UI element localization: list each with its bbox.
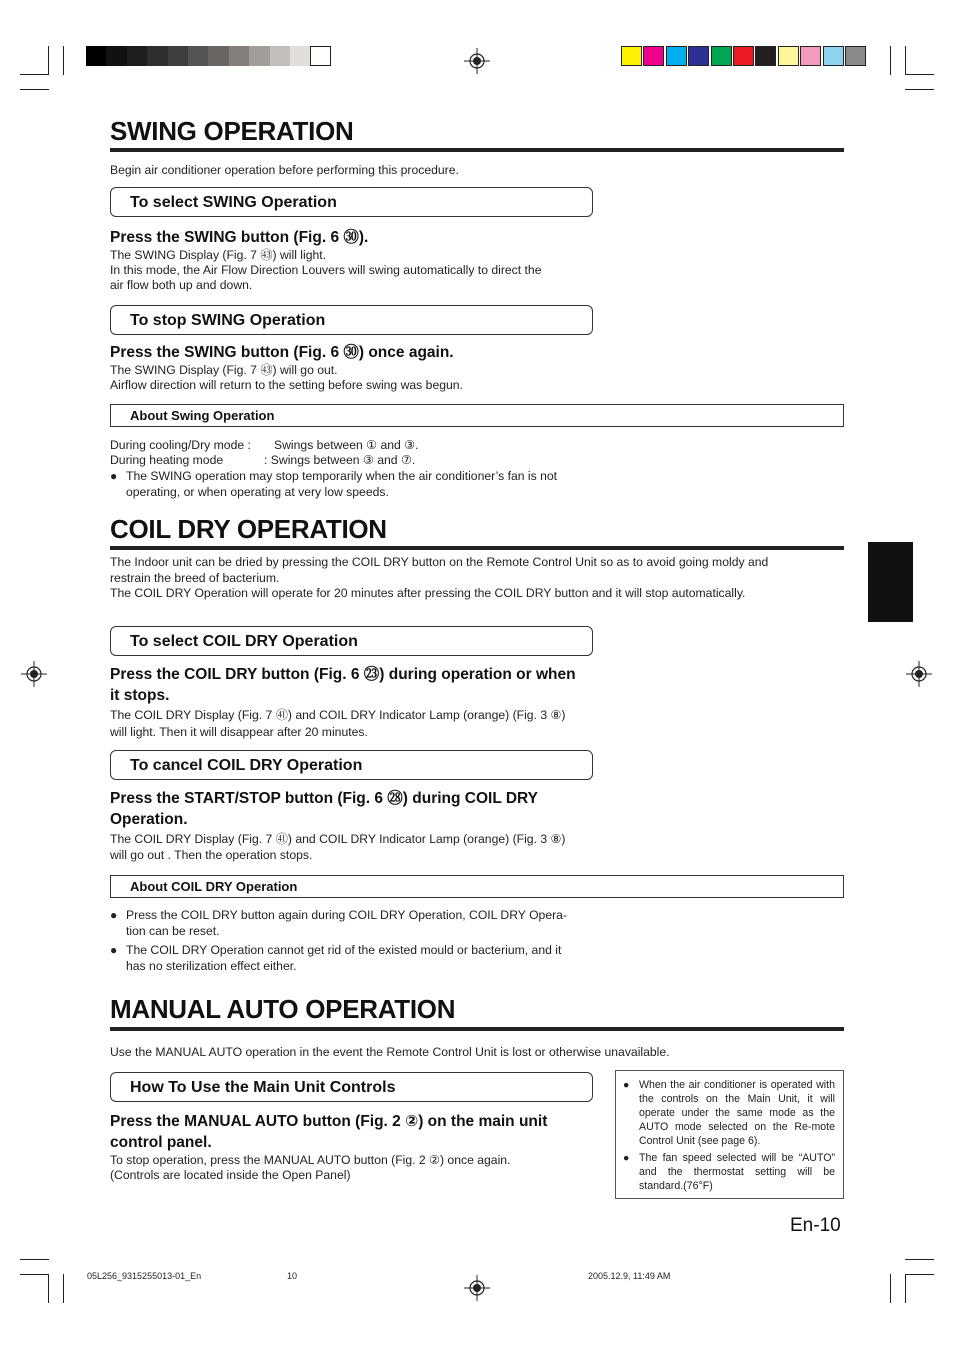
manual-controls-box — [110, 1072, 593, 1102]
crop-mark — [905, 46, 906, 75]
section-divider — [110, 148, 844, 152]
gray-swatch — [270, 46, 291, 66]
color-swatch — [800, 46, 821, 66]
coil-note-2-line-2: has no sterilization effect either. — [126, 958, 297, 973]
about-coil-bar-label: About COIL DRY Operation — [130, 879, 298, 894]
coil-note-1-line-2: tion can be reset. — [126, 923, 220, 938]
bullet-icon: ● — [110, 943, 118, 957]
crop-mark — [48, 1274, 49, 1303]
swing-select-heading: Press the SWING button (Fig. 6 ㉚). — [110, 229, 369, 246]
registration-mark-icon — [906, 661, 932, 687]
color-swatch — [688, 46, 709, 66]
swing-stop-body-1: The SWING Display (Fig. 7 ㊸) will go out. — [110, 363, 338, 377]
about-swing-bar — [110, 404, 844, 427]
bullet-icon: ● — [110, 908, 118, 922]
swing-select-box — [110, 187, 593, 217]
manual-heading-1: Press the MANUAL AUTO button (Fig. 2 ②) on the main unit — [110, 1113, 548, 1130]
gray-swatch — [147, 46, 168, 66]
manual-note-1-text: When the air conditioner is operated with the controls on the Main Unit, it will operate under the same mode as the AUTO mode selected on the Re-mote Control Unit (see page 6). — [639, 1079, 835, 1147]
swing-stop-heading: Press the SWING button (Fig. 6 ㉚) once again. — [110, 344, 454, 361]
coil-select-box-label: To select COIL DRY Operation — [130, 633, 358, 650]
swing-heat-value: : Swings between ③ and ⑦. — [264, 453, 416, 467]
swing-select-body-2: In this mode, the Air Flow Direction Louvers will swing automatically to direct the — [110, 263, 542, 277]
crop-mark — [20, 1274, 49, 1275]
footer-date: 2005.12.9, 11:49 AM — [588, 1271, 671, 1281]
manual-body-1: To stop operation, press the MANUAL AUTO button (Fig. 2 ②) once again. — [110, 1153, 511, 1167]
swing-cool-label: During cooling/Dry mode : — [110, 438, 251, 452]
registration-mark-icon — [464, 1275, 490, 1301]
crop-mark — [905, 74, 934, 75]
coil-select-heading-2: it stops. — [110, 687, 170, 704]
crop-mark — [905, 1274, 906, 1303]
coil-note-2-line-1: The COIL DRY Operation cannot get rid of the existed mould or bacterium, and it — [126, 943, 562, 957]
coil-intro-2: restrain the breed of bacterium. — [110, 571, 280, 585]
color-swatch — [711, 46, 732, 66]
swing-cool-value: Swings between ① and ③. — [274, 438, 419, 452]
crop-mark — [20, 74, 49, 75]
bullet-icon: ● — [623, 1152, 630, 1164]
crop-mark — [905, 1259, 934, 1260]
manual-body-2: (Controls are located inside the Open Panel) — [110, 1168, 351, 1182]
coil-cancel-body-1: The COIL DRY Display (Fig. 7 ㊶) and COIL DRY Indicator Lamp (orange) (Fig. 3 ⑧) — [110, 832, 566, 846]
coil-dry-section-title: COIL DRY OPERATION — [110, 514, 387, 544]
swing-stop-box — [110, 305, 593, 335]
manual-auto-section-title: MANUAL AUTO OPERATION — [110, 994, 456, 1024]
manual-notes-box — [615, 1070, 844, 1199]
manual-note-2-text: The fan speed selected will be “AUTO” and the thermostat setting will be standard.(76°F) — [639, 1152, 835, 1192]
bullet-icon: ● — [110, 469, 118, 483]
registration-mark-icon — [464, 48, 490, 74]
manual-heading-2: control panel. — [110, 1134, 212, 1151]
gray-swatch — [208, 46, 229, 66]
registration-mark-icon — [21, 661, 47, 687]
manual-note-1 — [623, 1078, 835, 1148]
gray-swatch — [86, 46, 107, 66]
coil-intro-1: The Indoor unit can be dried by pressing the COIL DRY button on the Remote Control Unit so as to avoid going moldy and — [110, 555, 769, 569]
coil-cancel-box — [110, 750, 593, 780]
swing-note-line-1: The SWING operation may stop temporarily when the air conditioner’s fan is not — [126, 469, 558, 483]
color-swatch — [778, 46, 799, 66]
gray-swatch — [290, 46, 311, 66]
color-swatch — [666, 46, 687, 66]
color-swatch — [621, 46, 642, 66]
coil-select-body-2: will light. Then it will disappear after 20 minutes. — [110, 725, 368, 739]
coil-select-body-1: The COIL DRY Display (Fig. 7 ㊶) and COIL DRY Indicator Lamp (orange) (Fig. 3 ⑧) — [110, 708, 566, 722]
crop-mark — [63, 1274, 64, 1303]
section-tab-marker — [868, 542, 913, 622]
swing-stop-box-label: To stop SWING Operation — [130, 312, 326, 329]
coil-cancel-box-label: To cancel COIL DRY Operation — [130, 757, 363, 774]
crop-mark — [63, 46, 64, 75]
gray-swatch — [310, 46, 331, 66]
crop-mark — [48, 46, 49, 75]
section-divider — [110, 1027, 844, 1031]
page-number: En-10 — [790, 1215, 841, 1236]
swing-select-body-1: The SWING Display (Fig. 7 ㊸) will light. — [110, 248, 327, 262]
manual-controls-box-label: How To Use the Main Unit Controls — [130, 1079, 396, 1096]
gray-swatch — [229, 46, 250, 66]
swing-section-title: SWING OPERATION — [110, 116, 354, 146]
crop-mark — [905, 89, 934, 90]
coil-note-1-line-1: Press the COIL DRY button again during COIL DRY Operation, COIL DRY Opera- — [126, 908, 568, 922]
color-swatch — [755, 46, 776, 66]
footer-page: 10 — [287, 1271, 298, 1281]
color-swatch — [733, 46, 754, 66]
gray-swatch — [168, 46, 189, 66]
swing-select-body-3: air flow both up and down. — [110, 278, 253, 292]
about-coil-bar — [110, 875, 844, 898]
crop-mark — [20, 1259, 49, 1260]
crop-mark — [905, 1274, 934, 1275]
swing-select-box-label: To select SWING Operation — [130, 194, 337, 211]
swing-intro: Begin air conditioner operation before performing this procedure. — [110, 163, 459, 177]
color-swatch — [643, 46, 664, 66]
coil-intro-3: The COIL DRY Operation will operate for 20 minutes after pressing the COIL DRY button and it will stop automatically. — [110, 586, 746, 600]
coil-select-box — [110, 626, 593, 656]
manual-note-2 — [623, 1151, 835, 1193]
about-swing-bar-label: About Swing Operation — [130, 408, 275, 423]
gray-swatch — [249, 46, 270, 66]
swing-stop-body-2: Airflow direction will return to the setting before swing was begun. — [110, 378, 463, 392]
coil-cancel-heading-1: Press the START/STOP button (Fig. 6 ㉘) during COIL DRY — [110, 790, 538, 807]
coil-select-heading-1: Press the COIL DRY button (Fig. 6 ㉓) during operation or when — [110, 666, 576, 683]
footer-file-name: 05L256_9315255013-01_En — [87, 1271, 202, 1281]
section-divider — [110, 546, 844, 550]
gray-swatch — [106, 46, 127, 66]
color-swatch — [823, 46, 844, 66]
swing-note-line-2: operating, or when operating at very low speeds. — [126, 484, 389, 499]
gray-swatch — [127, 46, 148, 66]
bullet-icon: ● — [623, 1079, 630, 1091]
crop-mark — [890, 1274, 891, 1303]
manual-intro: Use the MANUAL AUTO operation in the event the Remote Control Unit is lost or otherwise unavailable. — [110, 1045, 670, 1059]
crop-mark — [20, 89, 49, 90]
color-swatch — [845, 46, 866, 66]
coil-cancel-heading-2: Operation. — [110, 811, 188, 828]
crop-mark — [890, 46, 891, 75]
swing-heat-label: During heating mode — [110, 453, 224, 467]
coil-cancel-body-2: will go out . Then the operation stops. — [110, 848, 313, 862]
gray-swatch — [188, 46, 209, 66]
